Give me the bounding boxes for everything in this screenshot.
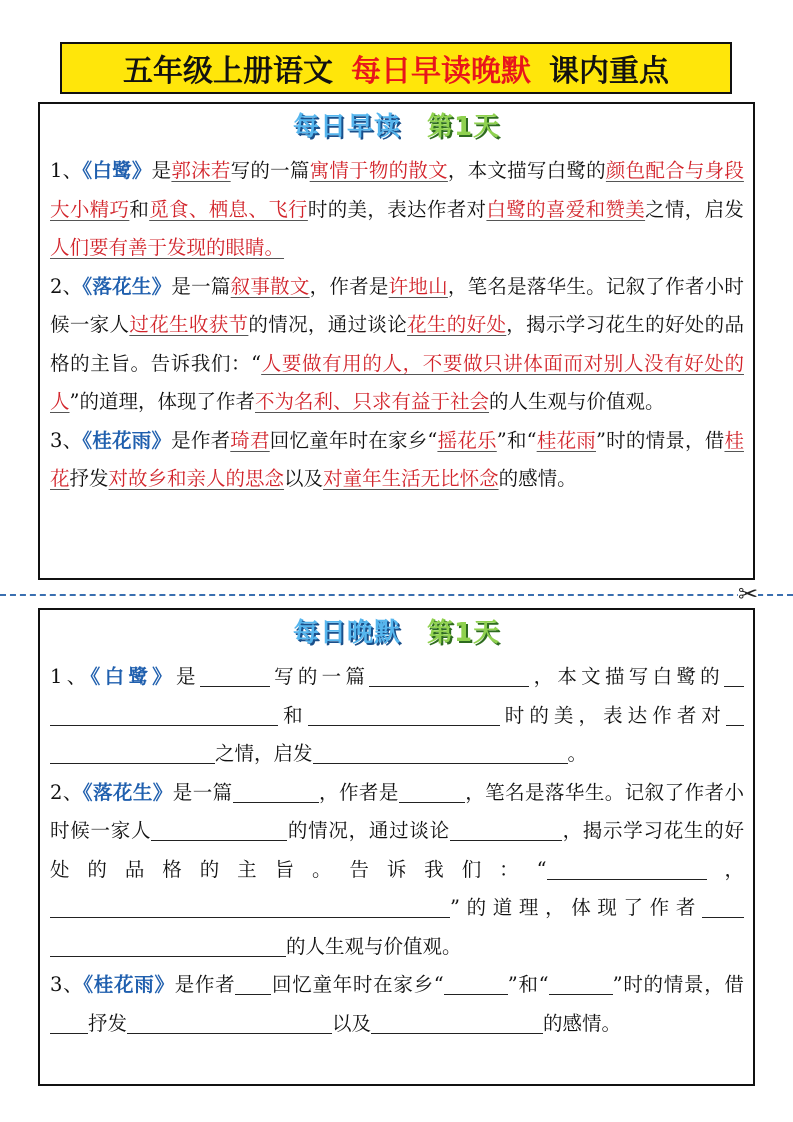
text: 是 <box>151 159 172 182</box>
key-point: 人们要有善于发现的眼睛。 <box>50 236 285 259</box>
text: 是 <box>175 665 200 688</box>
fill-blank[interactable] <box>450 816 562 841</box>
key-point: 人要做有用的人，不要做只讲体面而对别人没有好处的人 <box>50 351 744 413</box>
text: 写的一篇 <box>230 159 310 182</box>
key-point: 叙事散文 <box>230 274 310 298</box>
text: 抒发 <box>88 1011 128 1035</box>
text: 的感情。 <box>543 1011 622 1035</box>
text: ，笔名是落华生。记叙了作者小时候一家人 <box>50 274 744 336</box>
fill-blank[interactable] <box>549 970 613 995</box>
evening-title-label: 每日晚默 <box>292 618 401 648</box>
text: 是一篇 <box>172 780 233 804</box>
morning-reading-card <box>38 102 755 580</box>
text: ”的道理，体现了作者 <box>69 390 255 413</box>
item-number: 2、 <box>50 274 83 298</box>
fill-blank[interactable] <box>50 739 215 764</box>
key-point: 过花生收获节 <box>129 313 249 336</box>
fill-blank[interactable] <box>547 855 707 880</box>
book-title: 《桂花雨》 <box>83 973 175 996</box>
text: 。 <box>567 742 588 765</box>
evening-paragraph-1 <box>50 658 744 774</box>
text: ，作者是 <box>318 780 399 804</box>
key-point: 许地山 <box>388 274 448 298</box>
text: 以及 <box>284 467 324 490</box>
text: ，揭示学习花生的好处的品格的主旨。告诉我们：“ <box>50 313 744 375</box>
text: 的感情。 <box>498 467 577 490</box>
text: 的情况，通过谈论 <box>287 819 450 842</box>
morning-paragraph-2 <box>50 268 744 422</box>
cut-line <box>0 594 793 596</box>
fill-blank[interactable] <box>127 1009 332 1034</box>
key-point: 觅食、栖息、飞行 <box>149 197 308 221</box>
book-title: 《桂花雨》 <box>82 428 172 452</box>
fill-blank[interactable] <box>369 662 529 687</box>
text: ，本文描写白鹭的 <box>447 159 606 182</box>
book-title: 《白鹭》 <box>90 665 176 688</box>
item-number: 1、 <box>50 665 91 688</box>
text: 的情况，通过谈论 <box>248 313 408 336</box>
key-point: 桂花 <box>50 428 744 490</box>
text: ，笔名是落华生。记叙了作者小时候一家人 <box>50 780 744 842</box>
text: ，本文描写白鹭的 <box>529 665 724 688</box>
item-number: 3、 <box>50 428 83 452</box>
text: 时的美，表达作者对 <box>307 197 487 221</box>
text: ，作者是 <box>309 274 389 298</box>
fill-blank[interactable] <box>235 970 271 995</box>
text: 和 <box>129 197 150 221</box>
text: 抒发 <box>69 467 109 490</box>
morning-day-label: 第1天 <box>426 112 501 142</box>
key-point: 琦君 <box>230 428 270 452</box>
morning-content <box>50 152 744 499</box>
text: 是一篇 <box>171 274 231 298</box>
evening-card-title <box>40 616 753 650</box>
text: ”时的情景，借 <box>612 973 744 996</box>
evening-paragraph-2 <box>50 774 744 967</box>
item-number: 1、 <box>50 159 83 182</box>
text: ，揭示学习花生的好处的品格的主旨。告诉我们：“ <box>50 819 744 881</box>
evening-day-label: 第1天 <box>426 618 501 648</box>
text: ”的道理，体现了作者 <box>450 896 702 919</box>
page-title-banner <box>60 42 732 94</box>
evening-dictation-card <box>38 608 755 1086</box>
text: 是作者 <box>171 428 231 452</box>
fill-blank[interactable] <box>308 701 500 726</box>
text: 是作者 <box>174 973 236 996</box>
text: ”时的情景，借 <box>596 428 725 452</box>
morning-paragraph-1 <box>50 152 744 268</box>
key-point: 对故乡和亲人的思念 <box>108 467 285 490</box>
fill-blank[interactable] <box>233 778 319 803</box>
book-title: 《白鹭》 <box>82 159 152 182</box>
fill-blank[interactable] <box>313 739 568 764</box>
item-number: 2、 <box>50 780 83 804</box>
morning-card-title <box>40 110 753 144</box>
key-point: 摇花乐 <box>437 428 497 452</box>
scissors-icon: ✂ <box>738 580 759 608</box>
evening-paragraph-3 <box>50 966 744 1043</box>
fill-blank[interactable] <box>50 932 286 957</box>
fill-blank[interactable] <box>444 970 508 995</box>
fill-blank[interactable] <box>50 1009 88 1034</box>
fill-blank[interactable] <box>521 1009 543 1034</box>
key-point: 花生的好处 <box>407 313 507 336</box>
key-point: 郭沫若 <box>171 159 231 182</box>
title-focus: 课内重点 <box>549 54 669 89</box>
evening-content <box>50 658 744 1043</box>
fill-blank[interactable] <box>371 1009 521 1034</box>
text: 的人生观与价值观。 <box>489 390 665 413</box>
text: ”和“ <box>507 973 549 996</box>
text: 回忆童年时在家乡“ <box>269 428 438 452</box>
text: 和 <box>278 703 308 727</box>
title-daily: 每日早读晚默 <box>351 54 531 89</box>
text: 时的美，表达作者对 <box>499 703 726 727</box>
fill-blank[interactable] <box>50 701 278 726</box>
key-point: 对童年生活无比怀念 <box>323 467 499 490</box>
key-point: 白鹭的喜爱和赞美 <box>486 197 646 221</box>
text: 的人生观与价值观。 <box>286 934 462 958</box>
text: ”和“ <box>496 428 537 452</box>
key-point: 桂花雨 <box>536 428 596 452</box>
text: 以及 <box>332 1011 372 1035</box>
item-number: 3、 <box>50 973 84 996</box>
text: 之情，启发 <box>215 742 313 765</box>
fill-blank[interactable] <box>702 893 744 918</box>
morning-paragraph-3 <box>50 422 744 499</box>
text: 写的一篇 <box>269 665 370 688</box>
text: ， <box>706 857 744 881</box>
book-title: 《落花生》 <box>82 274 172 298</box>
morning-title-label: 每日早读 <box>292 112 401 142</box>
fill-blank[interactable] <box>726 701 744 726</box>
key-point: 不为名利、只求有益于社会 <box>255 390 490 413</box>
title-grade: 五年级上册语文 <box>123 54 333 89</box>
key-point: 寓情于物的散文 <box>309 159 448 182</box>
text: 之情，启发 <box>645 197 744 221</box>
fill-blank[interactable] <box>399 778 465 803</box>
fill-blank[interactable] <box>724 662 744 687</box>
text: 回忆童年时在家乡“ <box>271 973 444 996</box>
fill-blank[interactable] <box>50 893 450 918</box>
book-title: 《落花生》 <box>82 780 173 804</box>
key-point: 颜色配合与身段大小精巧 <box>50 159 744 221</box>
fill-blank[interactable] <box>200 662 270 687</box>
fill-blank[interactable] <box>151 816 287 841</box>
